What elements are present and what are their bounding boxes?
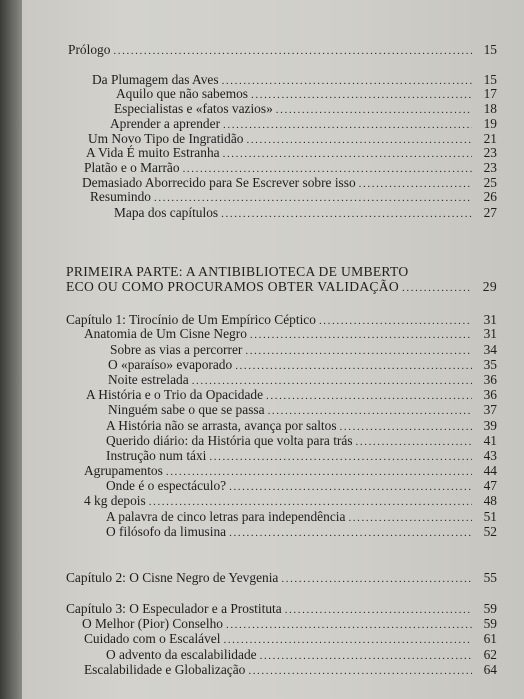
toc-entry-label: Aprender a aprender: [110, 116, 221, 131]
toc-entry: [22, 509, 524, 525]
toc-entry: [22, 387, 524, 403]
toc-entry-page: 31: [483, 312, 497, 327]
toc-chapter-entry: [22, 570, 524, 586]
toc-entry-page: 59: [483, 601, 497, 616]
toc-entry-label: Aquilo que não sabemos: [116, 86, 249, 101]
toc-entry-label: O advento da escalabilidade: [106, 647, 257, 662]
toc-entry: [22, 160, 524, 176]
toc-entry: [22, 448, 524, 464]
toc-leader-dots: [223, 632, 472, 648]
toc-entry-page: 36: [483, 372, 497, 387]
toc-entry-label: Um Novo Tipo de Ingratidão: [88, 131, 244, 146]
toc-entry: [22, 662, 524, 678]
toc-entry-page: 27: [483, 205, 497, 220]
toc-entry-label: Agrupamentos: [84, 463, 163, 478]
toc-entry-page: 19: [483, 116, 497, 131]
toc-entry-page: 64: [483, 662, 497, 677]
toc-chapter-entry: [22, 601, 524, 617]
toc-entry: [22, 616, 524, 632]
toc-entry: [22, 493, 524, 509]
toc-entry-page: 48: [483, 493, 497, 508]
toc-entry-page: 34: [483, 342, 497, 357]
toc-entry-label: 4 kg depois: [84, 493, 146, 508]
toc-entry-label: A palavra de cinco letras para independência: [106, 509, 346, 524]
toc-entry-label: Querido diário: da História que volta para trás: [106, 433, 353, 448]
toc-entry-label: Noite estrelada: [108, 372, 189, 387]
toc-entry-label: O «paraíso» evaporado: [108, 357, 233, 372]
toc-entry-page: 23: [483, 160, 497, 175]
toc-entry-label: Cuidado com o Escalável: [84, 631, 221, 646]
toc-entry: [22, 631, 524, 647]
toc-entry-page: 18: [483, 101, 497, 116]
toc-leader-dots: [229, 525, 472, 541]
toc-entry: [22, 326, 524, 342]
toc-entry-page: 26: [483, 189, 497, 204]
toc-entry-page: 39: [483, 418, 497, 433]
toc-entry-page: 25: [483, 175, 497, 190]
toc-entry: [22, 86, 524, 102]
toc-entry: [22, 647, 524, 663]
toc-entry-label: Da Plumagem das Aves: [92, 72, 219, 87]
toc-entry: [22, 402, 524, 418]
toc-entry-label: Mapa dos capítulos: [114, 205, 219, 220]
toc-entry-page: 15: [483, 72, 497, 87]
toc-entry-page: 55: [483, 570, 497, 585]
toc-entry: [22, 342, 524, 358]
toc-entry-label: Capítulo 1: Tirocínio de Um Empírico Céptico: [66, 312, 316, 327]
toc-entry: [22, 101, 524, 117]
toc-entry: [22, 524, 524, 540]
book-page: [22, 0, 524, 699]
toc-entry-label: A História e o Trio da Opacidade: [86, 387, 264, 402]
toc-leader-dots: [402, 280, 472, 296]
toc-leader-dots: [268, 403, 472, 419]
toc-entry-page: 61: [483, 631, 497, 646]
toc-entry-page: 51: [483, 509, 497, 524]
toc-leader-dots: [281, 571, 472, 587]
toc-entry-label: Especialistas e «fatos vazios»: [114, 101, 273, 116]
toc-entry-label: Prólogo: [68, 42, 111, 57]
toc-leader-dots: [248, 663, 472, 679]
toc-entry-label: Anatomia de Um Cisne Negro: [84, 326, 247, 341]
toc-entry-page: 31: [483, 326, 497, 341]
toc-entry: [22, 205, 524, 221]
toc-leader-dots: [113, 43, 472, 59]
toc-entry: [22, 189, 524, 205]
toc-entry-page: 43: [483, 448, 497, 463]
toc-entry-page: 52: [483, 524, 497, 539]
toc-entry-label: Onde é o espectáculo?: [106, 478, 227, 493]
toc-entry-label: A História não se arrasta, avança por saltos: [106, 418, 337, 433]
toc-entry-page: 21: [483, 131, 497, 146]
toc-entry-label: Resumindo: [90, 189, 152, 204]
toc-entry-label: Platão e o Marrão: [84, 160, 180, 175]
toc-leader-dots: [221, 206, 472, 222]
toc-entry: [22, 418, 524, 434]
toc-entry-page: 62: [483, 647, 497, 662]
toc-entry-page: 36: [483, 387, 497, 402]
toc-entry: [22, 478, 524, 494]
toc-entry: [22, 372, 524, 388]
toc-entry-page: 35: [483, 357, 497, 372]
toc-entry-page: 15: [483, 42, 497, 57]
part-title-line1: PRIMEIRA PARTE: A ANTIBIBLIOTECA DE UMBERTO: [66, 264, 409, 279]
toc-leader-dots: [154, 190, 472, 206]
toc-entry-page: 37: [483, 402, 497, 417]
toc-entry-page: 17: [483, 86, 497, 101]
toc-entry-label: O Melhor (Pior) Conselho: [82, 616, 223, 631]
book-spine-shadow: [0, 0, 22, 699]
toc-entry: [22, 116, 524, 132]
toc-entry-label: Capítulo 3: O Especulador e a Prostituta: [66, 601, 282, 616]
toc-entry-label: Instrução num táxi: [106, 448, 207, 463]
toc-entry-page: 23: [483, 145, 497, 160]
toc-entry-label: Sobre as vias a percorrer: [110, 342, 243, 357]
toc-entry-label: Escalabilidade e Globalização: [84, 662, 246, 677]
toc-entry: [22, 357, 524, 373]
part-title-line2: ECO OU COMO PROCURAMOS OBTER VALIDAÇÃO ..... 29: [22, 279, 524, 295]
toc-entry-label: O filósofo da limusina: [106, 524, 227, 539]
toc-entry-label: Demasiado Aborrecido para Se Escrever sobre isso: [82, 175, 356, 190]
toc-entry: [22, 42, 524, 58]
toc-entry: [22, 463, 524, 479]
toc-entry-page: 47: [483, 478, 497, 493]
toc-leader-dots: [149, 494, 472, 510]
toc-entry-label: A Vida É muito Estranha: [86, 145, 220, 160]
toc-entry-page: 29: [482, 279, 497, 294]
toc-entry-label: Ninguém sabe o que se passa: [108, 402, 265, 417]
toc-entry-page: 59: [483, 616, 497, 631]
toc-entry-page: 41: [483, 433, 497, 448]
toc-entry: [22, 433, 524, 449]
toc-leader-dots: [250, 327, 472, 343]
toc-entry-label: Capítulo 2: O Cisne Negro de Yevgenia: [66, 570, 279, 585]
toc-entry: [22, 145, 524, 161]
toc-entry-page: 44: [483, 463, 497, 478]
